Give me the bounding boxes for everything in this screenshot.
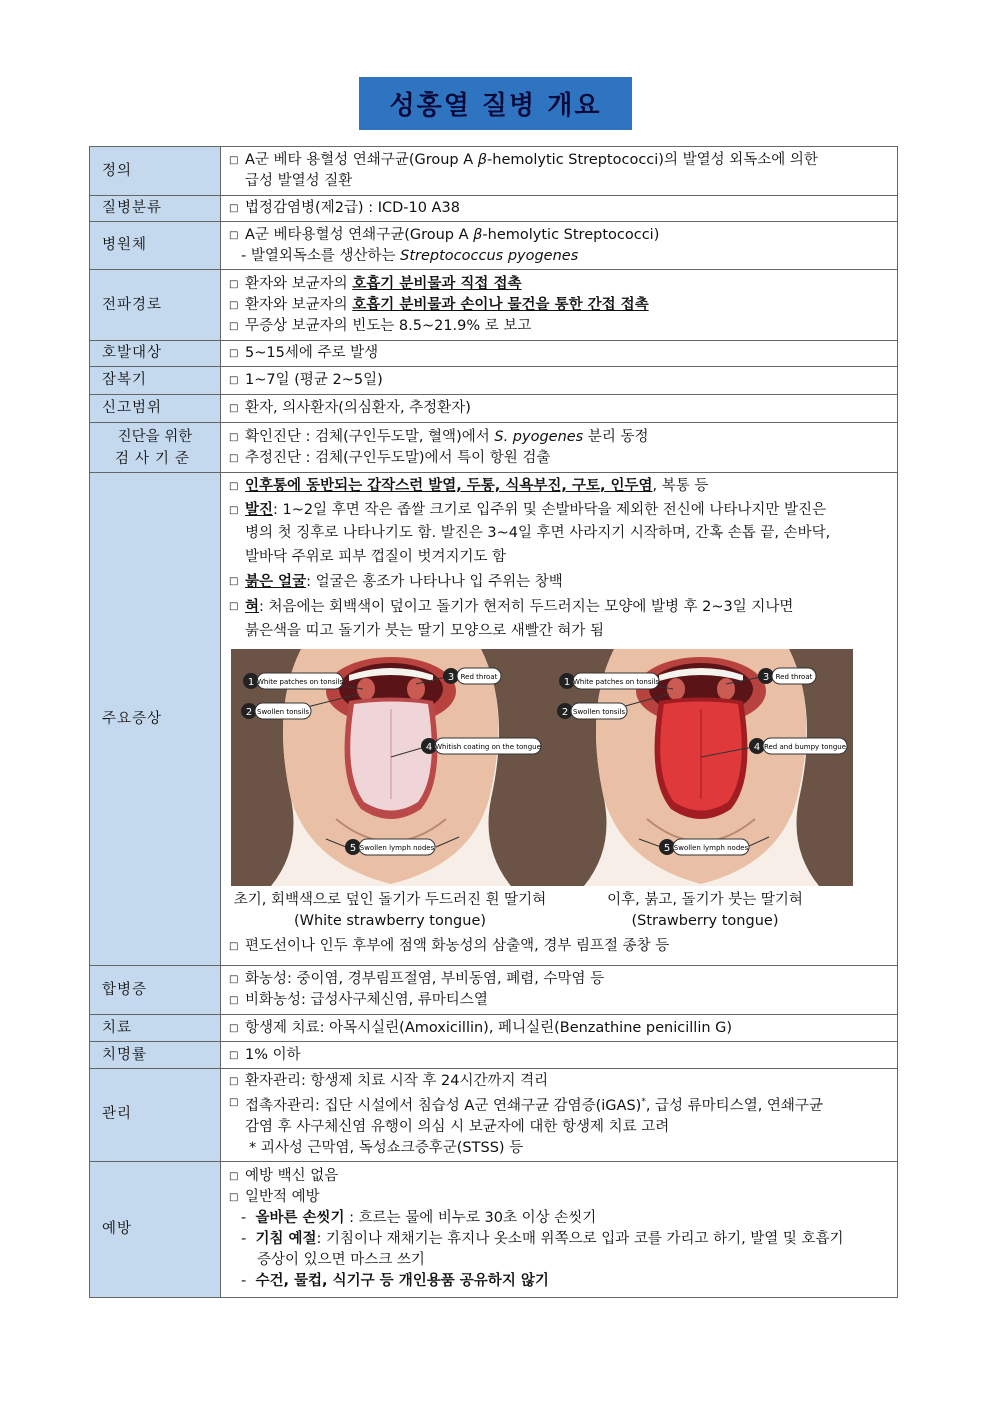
value-symptoms: □ 인후통에 동반되는 갑작스런 발열, 두통, 식욕부진, 구토, 인두염, 복통 등 □ 발진: 1~2일 후면 작은 좁쌀 크기로 입주위 및 손발바닥을 제외한 전신에 나타나지만 발진은 병의 첫 징후로 나타나기도 함. 발진은 3~4일 후면 사라지기 시작하며, 간혹 손톱 끝, 손바닥, 발바닥 주위로 피부 껍질이 벗겨지기도 함 □ 붉은 얼굴: 얼굴은 홍조가 나타나나 입 주위는 창백 □ 혀: 처음에는 회백색이 덮이고 돌기가 현저히 두드러지는 모양에 발병 후 2~3일 지나면 붉은색을 띠고 돌기가 붓는 딸기 모양으로 새빨간 혀가 됨 1 White patches on tonsils 2 Swollen tonsils 3 Red throat 4 Whitish coating on the tongue 5 Swollen lymph nodes 초기, 회백색으로 덮인 돌기가 두드러진 흰 딸기혀 (White strawberry tongue) 1 White patches on tonsils 2 Swollen tonsils 3 Red throat 4 Red and bumpy tongue 5 Swollen lymph nodes 이후, 붉고, 돌기가 붓는 딸기혀 (Strawberry tongue) □ 편도선이나 인두 후부에 점액 화농성의 삼출액, 경부 림프절 종창 등 <box>221 473 898 966</box>
row-symptoms <box>90 473 898 966</box>
label-symptoms: 주요증상 <box>90 473 221 966</box>
fig1-num-5: 5 <box>349 843 357 854</box>
fig2-caption-ko: 이후, 붉고, 돌기가 붓는 딸기혀 <box>607 892 803 908</box>
fig1-label-4: Whitish coating on the tongue <box>435 743 541 751</box>
value-prevention: □ 예방 백신 없음 □ 일반적 예방 - 올바른 손씻기 : 흐르는 물에 비누로 30초 이상 손씻기 - 기침 예절: 기침이나 재채기는 휴지나 옷소매 위쪽으로 입과 코를 가리고 하기, 발열 및 호흡기 증상이 있으면 마스크 쓰기 - 수건, 물컵, 식기구 등 개인용품 공유하지 않기 <box>221 1161 898 1297</box>
fig2-num-2: 2 <box>561 707 569 718</box>
label-incubation: 잠복기 <box>90 367 221 395</box>
row-management <box>90 1069 898 1162</box>
fig2-num-5: 5 <box>663 843 671 854</box>
fig2-label-3: Red throat <box>775 673 813 681</box>
overview-table <box>89 146 898 1298</box>
label-management: 관리 <box>90 1069 221 1162</box>
fig2-label-4: Red and bumpy tongue <box>763 743 847 751</box>
fig1-num-3: 3 <box>447 672 455 683</box>
label-definition: 정의 <box>90 147 221 196</box>
tongue-figures <box>229 643 889 932</box>
value-pathogen: □ A군 베타용혈성 연쇄구균(Group A β-hemolytic Streptococci) - 발열외독소를 생산하는 Streptococcus pyogenes <box>221 222 898 270</box>
row-incubation <box>90 367 898 395</box>
page-title: 성홍열 질병 개요 <box>389 91 602 121</box>
value-definition: □ A군 베타 용혈성 연쇄구균(Group A β-hemolytic Streptococci)의 발열성 외독소에 의한 급성 발열성 질환 <box>221 147 898 196</box>
fig1-caption-ko: 초기, 회백색으로 덮인 돌기가 두드러진 흰 딸기혀 <box>233 892 547 908</box>
label-treatment: 치료 <box>90 1015 221 1042</box>
fig2-label-2: Swollen tonsils <box>573 708 625 716</box>
value-report: □ 환자, 의사환자(의심환자, 추정환자) <box>229 398 889 419</box>
fig1-label-5: Swollen lymph nodes <box>359 844 435 852</box>
white-tongue-illustration <box>231 649 549 886</box>
fig1-label-2: Swollen tonsils <box>257 708 309 716</box>
value-age: □ 5~15세에 주로 발생 <box>229 343 889 364</box>
value-management: □ 환자관리: 항생제 치료 시작 후 24시간까지 격리 □ 접촉자관리: 집단 시설에서 침습성 A군 연쇄구균 감염증(iGAS)*, 급성 류마티스열, 연쇄구균 감염 후 사구체신염 유행이 의심 시 보균자에 대한 항생제 치료 고려 * 괴사성 근막염, 독성쇼크증후군(STSS) 등 <box>221 1069 898 1162</box>
row-age <box>90 341 898 367</box>
value-complications: □ 화농성: 중이염, 경부림프절염, 부비동염, 폐렴, 수막염 등 □ 비화농성: 급성사구체신염, 류마티스열 <box>221 966 898 1015</box>
fig2-num-4: 4 <box>753 742 761 753</box>
fig2-num-1: 1 <box>563 677 571 688</box>
fig1-num-2: 2 <box>245 707 253 718</box>
fig2-label-1: White patches on tonsils <box>572 678 660 686</box>
label-age: 호발대상 <box>90 341 221 367</box>
row-pathogen <box>90 222 898 270</box>
fig2-label-5: Swollen lymph nodes <box>673 844 749 852</box>
row-prevention <box>90 1161 898 1297</box>
row-transmission <box>90 270 898 341</box>
figure-white-strawberry-tongue <box>231 649 549 932</box>
fig1-label-3: Red throat <box>460 673 498 681</box>
fig1-label-1: White patches on tonsils <box>256 678 344 686</box>
fig1-num-1: 1 <box>247 677 255 688</box>
value-treatment: □ 항생제 치료: 아목시실린(Amoxicillin), 페니실린(Benzathine penicillin G) <box>229 1018 889 1039</box>
value-diagnosis: □ 확인진단 : 검체(구인두도말, 혈액)에서 S. pyogenes 분리 동정 □ 추정진단 : 검체(구인두도말)에서 특이 항원 검출 <box>221 423 898 473</box>
label-diagnosis: 진단을 위한 검사기준 <box>90 423 221 473</box>
row-mortality <box>90 1042 898 1069</box>
label-pathogen: 병원체 <box>90 222 221 270</box>
row-report <box>90 395 898 423</box>
label-complications: 합병증 <box>90 966 221 1015</box>
row-definition <box>90 147 898 196</box>
value-transmission: □ 환자와 보균자의 호흡기 분비물과 직접 접촉 □ 환자와 보균자의 호흡기 분비물과 손이나 물건을 통한 간접 접촉 □ 무증상 보균자의 빈도는 8.5~21.9% 로 보고 <box>221 270 898 341</box>
label-classification: 질병분류 <box>90 196 221 222</box>
label-mortality: 치명률 <box>90 1042 221 1069</box>
row-diagnosis <box>90 423 898 473</box>
fig1-num-4: 4 <box>425 742 433 753</box>
figure-strawberry-tongue <box>549 649 861 932</box>
fig2-num-3: 3 <box>762 672 770 683</box>
fig1-caption-en: (White strawberry tongue) <box>293 913 487 929</box>
title-banner <box>359 77 632 130</box>
row-classification <box>90 196 898 222</box>
value-mortality: □ 1% 이하 <box>229 1045 889 1066</box>
label-report: 신고범위 <box>90 395 221 423</box>
row-treatment <box>90 1015 898 1042</box>
fig2-caption-en: (Strawberry tongue) <box>631 913 779 929</box>
value-classification: □ 법정감염병(제2급) : ICD-10 A38 <box>229 198 889 219</box>
label-transmission: 전파경로 <box>90 270 221 341</box>
label-prevention: 예방 <box>90 1161 221 1297</box>
value-incubation: □ 1~7일 (평균 2~5일) <box>229 370 889 391</box>
row-complications <box>90 966 898 1015</box>
red-tongue-illustration <box>549 649 853 886</box>
